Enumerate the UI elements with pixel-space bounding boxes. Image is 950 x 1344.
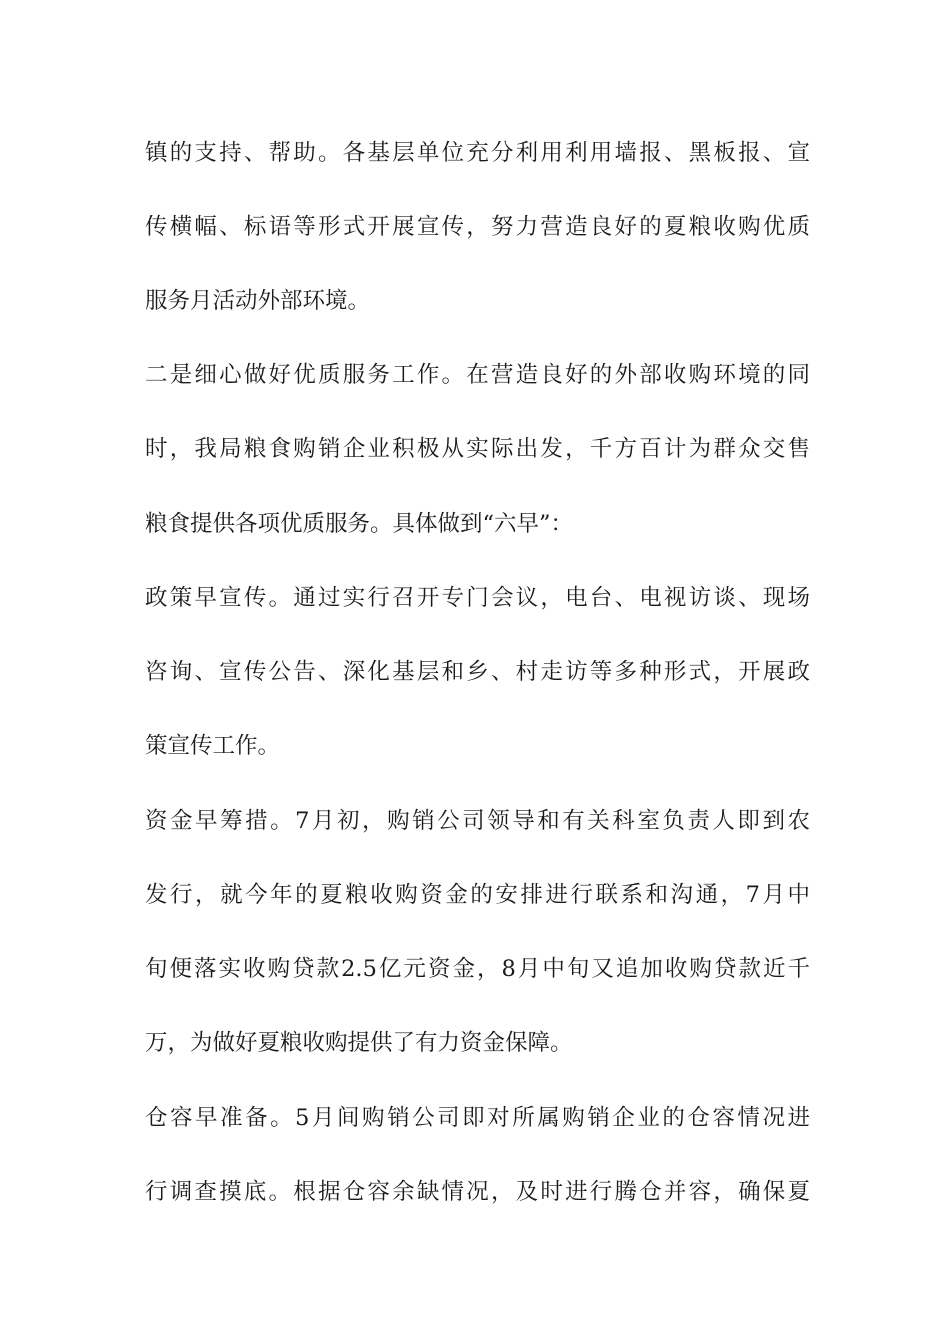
text-line: 政策早宣传。通过实行召开专门会议，电台、电视访谈、现场 [145, 585, 810, 611]
text-line: 旬便落实收购贷款2.5亿元资金，8月中旬又追加收购贷款近千 [145, 956, 810, 982]
text-line: 资金早筹措。7月初，购销公司领导和有关科室负责人即到农 [145, 808, 810, 834]
text-line: 发行，就今年的夏粮收购资金的安排进行联系和沟通，7月中 [145, 882, 810, 908]
text-line: 二是细心做好优质服务工作。在营造良好的外部收购环境的同 [145, 362, 810, 388]
text-line: 服务月活动外部环境。 [145, 288, 371, 314]
text-line: 传横幅、标语等形式开展宣传，努力营造良好的夏粮收购优质 [145, 214, 810, 240]
text-line: 行调查摸底。根据仓容余缺情况，及时进行腾仓并容，确保夏 [145, 1179, 810, 1205]
text-line: 镇的支持、帮助。各基层单位充分利用利用墙报、黑板报、宣 [145, 140, 810, 166]
text-line: 时，我局粮食购销企业积极从实际出发，千方百计为群众交售 [145, 436, 810, 462]
text-line: 咨询、宣传公告、深化基层和乡、村走访等多种形式，开展政 [145, 659, 810, 685]
text-line: 仓容早准备。5月间购销公司即对所属购销企业的仓容情况进 [145, 1105, 810, 1131]
text-line: 策宣传工作。 [145, 733, 281, 759]
text-line: 万，为做好夏粮收购提供了有力资金保障。 [145, 1030, 573, 1056]
text-line: 粮食提供各项优质服务。具体做到“六早”： [145, 511, 574, 537]
